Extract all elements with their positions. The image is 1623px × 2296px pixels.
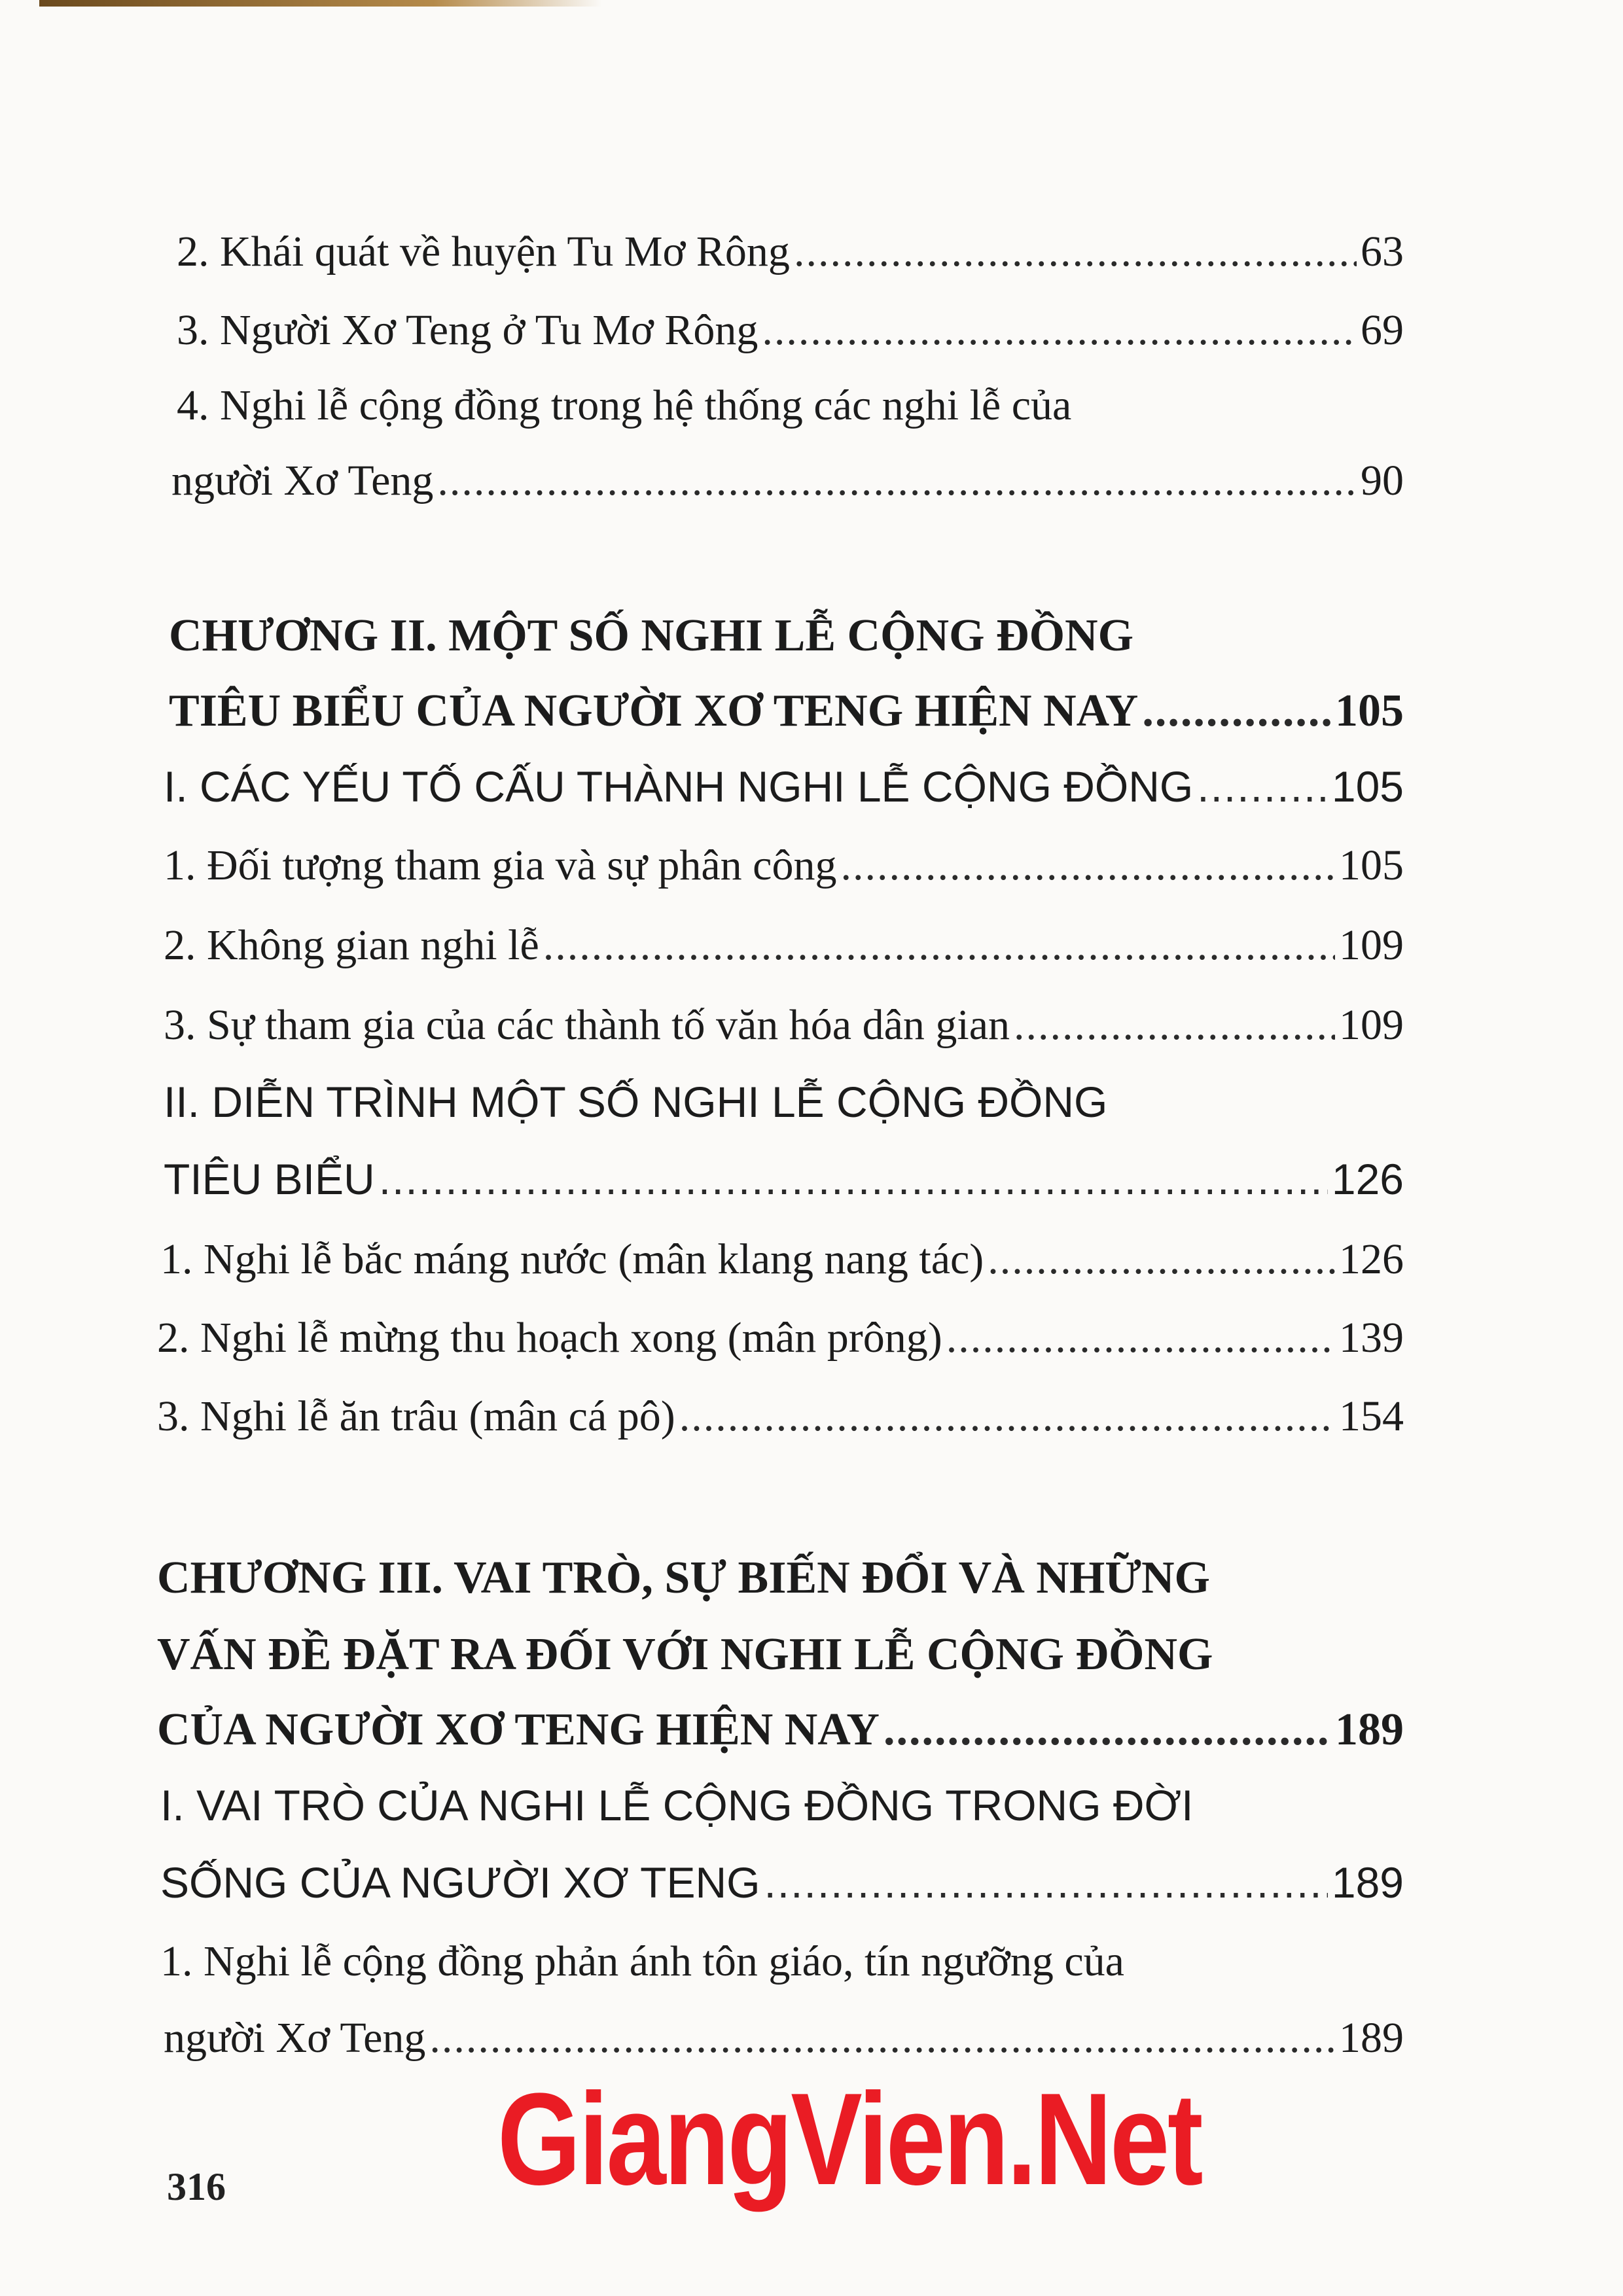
section-heading-line: I. VAI TRÒ CỦA NGHI LỄ CỘNG ĐỒNG TRONG ĐỜI	[160, 1781, 1194, 1829]
dot-leader	[840, 839, 1335, 891]
dot-leader	[946, 1312, 1335, 1364]
toc-chapter-entry[interactable]	[157, 1703, 1404, 1757]
toc-entry[interactable]	[157, 1390, 1404, 1442]
toc-section-entry[interactable]	[164, 761, 1404, 813]
toc-page-number: 109	[1339, 1001, 1404, 1049]
dot-leader	[437, 455, 1357, 506]
dot-leader	[794, 226, 1357, 277]
dot-leader	[679, 1390, 1335, 1442]
toc-entry-title: 2. Không gian nghi lễ	[164, 921, 539, 969]
toc-entry-title: người Xơ Teng	[164, 2014, 426, 2062]
toc-page-number: 189	[1335, 1704, 1404, 1755]
toc-entry-title: TIÊU BIỂU CỦA NGƯỜI XƠ TENG HIỆN NAY	[169, 686, 1139, 736]
toc-entry[interactable]	[164, 919, 1404, 971]
dot-leader	[1197, 761, 1328, 813]
toc-page-number: 139	[1339, 1314, 1404, 1362]
toc-entry-title: 3. Sự tham gia của các thành tố văn hóa dân gian	[164, 1001, 1010, 1049]
toc-entry-title: 3. Người Xơ Teng ở Tu Mơ Rông	[177, 306, 758, 354]
toc-entry[interactable]	[160, 1233, 1404, 1285]
toc-entry[interactable]	[164, 999, 1404, 1051]
toc-page-number: 154	[1339, 1392, 1404, 1440]
toc-entry-title: 1. Đối tượng tham gia và sự phân công	[164, 841, 837, 889]
toc-page-number: 105	[1331, 762, 1404, 811]
toc-page-number: 63	[1361, 228, 1404, 275]
toc-entry-title: 3. Nghi lễ ăn trâu (mân cá pô)	[157, 1392, 675, 1440]
toc-page-number: 109	[1339, 921, 1404, 969]
toc-page-number: 189	[1339, 2014, 1404, 2062]
toc-entry-line: 1. Nghi lễ cộng đồng phản ánh tôn giáo, tín ngưỡng của	[160, 1937, 1124, 1985]
toc-page-number: 90	[1361, 457, 1404, 504]
dot-leader	[1142, 684, 1331, 739]
toc-chapter-entry[interactable]	[169, 684, 1404, 739]
toc-page-number: 189	[1331, 1858, 1404, 1907]
dot-leader	[379, 1154, 1328, 1205]
toc-entry-title: 2. Nghi lễ mừng thu hoạch xong (mân prông)	[157, 1314, 942, 1362]
toc-page-number: 126	[1331, 1155, 1404, 1203]
toc-page-number: 105	[1339, 841, 1404, 889]
chapter-heading-line: VẤN ĐỀ ĐẶT RA ĐỐI VỚI NGHI LỄ CỘNG ĐỒNG	[157, 1629, 1213, 1680]
toc-section-entry[interactable]	[164, 1154, 1404, 1205]
toc-entry-title: CỦA NGƯỜI XƠ TENG HIỆN NAY	[157, 1704, 880, 1755]
toc-entry[interactable]	[157, 1312, 1404, 1364]
toc-entry-title: người Xơ Teng	[171, 457, 434, 504]
dot-leader	[883, 1703, 1331, 1757]
section-heading-line: II. DIỄN TRÌNH MỘT SỐ NGHI LỄ CỘNG ĐỒNG	[164, 1078, 1108, 1126]
dot-leader	[762, 304, 1357, 356]
dot-leader	[543, 919, 1335, 971]
toc-entry[interactable]	[164, 2012, 1404, 2064]
watermark-logo: GiangVien.Net	[497, 2066, 1202, 2212]
dot-leader	[429, 2012, 1335, 2064]
dot-leader	[764, 1857, 1327, 1909]
toc-entry-title: 1. Nghi lễ bắc máng nước (mân klang nang tác)	[160, 1235, 984, 1283]
dot-leader	[1014, 999, 1335, 1051]
toc-entry[interactable]	[177, 226, 1404, 277]
toc-entry-title: 2. Khái quát về huyện Tu Mơ Rông	[177, 228, 790, 275]
dot-leader	[988, 1233, 1335, 1285]
chapter-heading-line: CHƯƠNG II. MỘT SỐ NGHI LỄ CỘNG ĐỒNG	[169, 610, 1134, 661]
toc-entry[interactable]	[177, 304, 1404, 356]
toc-entry-line: 4. Nghi lễ cộng đồng trong hệ thống các nghi lễ của	[177, 381, 1072, 429]
toc-entry[interactable]	[171, 455, 1404, 506]
toc-page-number: 105	[1335, 686, 1404, 736]
page-number: 316	[167, 2165, 226, 2208]
toc-page-number: 126	[1339, 1235, 1404, 1283]
toc-entry[interactable]	[164, 839, 1404, 891]
toc-entry-title: I. CÁC YẾU TỐ CẤU THÀNH NGHI LỄ CỘNG ĐỒNG	[164, 762, 1194, 811]
toc-section-entry[interactable]	[160, 1857, 1404, 1909]
toc-page-number: 69	[1361, 306, 1404, 354]
chapter-heading-line: CHƯƠNG III. VAI TRÒ, SỰ BIẾN ĐỔI VÀ NHỮNG	[157, 1553, 1210, 1603]
toc-entry-title: TIÊU BIỂU	[164, 1155, 375, 1203]
toc-entry-title: SỐNG CỦA NGƯỜI XƠ TENG	[160, 1858, 760, 1907]
